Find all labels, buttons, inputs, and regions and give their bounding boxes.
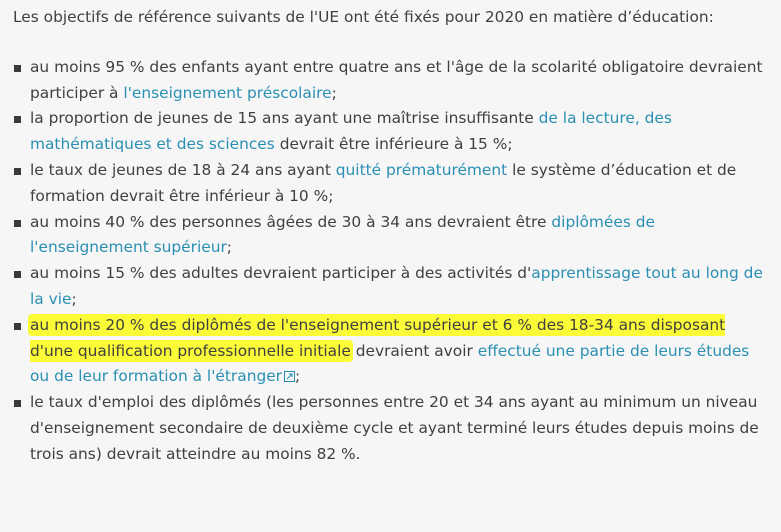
- objectives-list: [13, 55, 768, 468]
- square-bullet-icon: [14, 168, 21, 175]
- list-item: [13, 313, 768, 390]
- external-link-icon[interactable]: [284, 371, 295, 382]
- link-etudes-formation-etranger[interactable]: effectué une partie de leurs études ou de leur formation à l'étranger: [30, 341, 750, 386]
- square-bullet-icon: [14, 323, 21, 330]
- intro-text: Les objectifs de référence suivants de l'UE ont été fixés pour 2020 en matière d’éducation:: [13, 8, 714, 26]
- item-text-end: ;: [71, 289, 77, 308]
- square-bullet-icon: [14, 271, 21, 278]
- item-text-end: ;: [331, 83, 337, 102]
- list-item: [13, 158, 768, 210]
- item-text: le taux d'emploi des diplômés (les personnes entre 20 et 34 ans ayant au minimum un niveau d'enseignement secondaire de deuxième cycle et ayant terminé leurs études depuis moins de trois ans) devrait atteindre au moins 82 %.: [30, 393, 759, 463]
- list-item: [13, 106, 768, 158]
- list-item: [13, 55, 768, 107]
- document-content: [13, 5, 768, 468]
- square-bullet-icon: [14, 65, 21, 72]
- item-text-end: ;: [295, 367, 301, 386]
- list-item: [13, 210, 768, 262]
- item-text: au moins 15 % des adultes devraient participer à des activités d': [30, 264, 532, 283]
- square-bullet-icon: [14, 220, 21, 227]
- item-text-end: ;: [226, 238, 232, 257]
- highlighted-text: au moins 20 % des diplômés de l'enseignement supérieur et 6 % des 18-34 ans disposant d'une qualification professionnelle initiale: [30, 315, 726, 360]
- item-text: au moins 95 % des enfants ayant entre quatre ans et l'âge de la scolarité obligatoire devraient participer à: [30, 57, 763, 102]
- item-text: le taux de jeunes de 18 à 24 ans ayant: [30, 160, 336, 179]
- link-lecture-mathematiques-sciences[interactable]: de la lecture, des mathématiques et des sciences: [30, 109, 672, 154]
- item-text: au moins 40 % des personnes âgées de 30 à 34 ans devraient être: [30, 212, 552, 231]
- list-item: [13, 261, 768, 313]
- link-quitte-prematurement[interactable]: quitté prématurément: [335, 160, 508, 179]
- link-diplomees-enseignement-superieur[interactable]: diplômées de l'enseignement supérieur: [30, 212, 655, 257]
- item-text-end: le système d’éducation et de formation devrait être inférieur à 10 %;: [30, 160, 737, 205]
- square-bullet-icon: [14, 400, 21, 407]
- item-text: la proportion de jeunes de 15 ans ayant une maîtrise insuffisante: [30, 109, 539, 128]
- square-bullet-icon: [14, 116, 21, 123]
- item-text-end: devrait être inférieure à 15 %;: [274, 135, 513, 154]
- list-item: [13, 390, 768, 467]
- item-text: devraient avoir: [350, 341, 478, 360]
- link-apprentissage-tout-au-long-de-la-vie[interactable]: apprentissage tout au long de la vie: [30, 264, 763, 308]
- link-enseignement-prescolaire[interactable]: l'enseignement préscolaire: [123, 83, 332, 102]
